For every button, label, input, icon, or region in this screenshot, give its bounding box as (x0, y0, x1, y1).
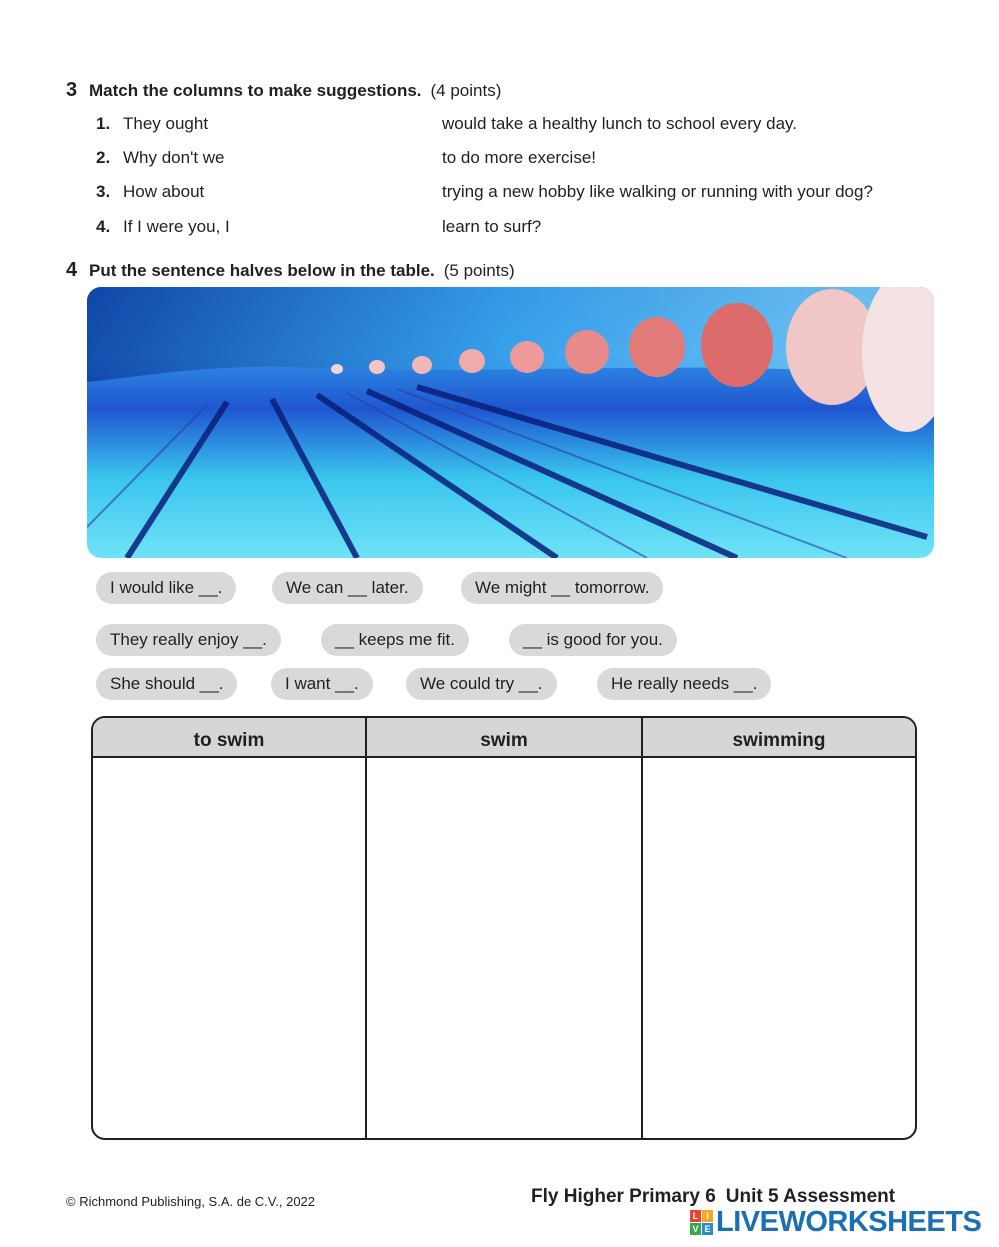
sentence-chip[interactable]: I want __. (271, 668, 373, 700)
sentence-chip[interactable]: She should __. (96, 668, 237, 700)
logo-text: LIVEWORKSHEETS (716, 1205, 982, 1238)
match-right[interactable]: would take a healthy lunch to school every day. (442, 114, 798, 133)
logo-block: V (690, 1223, 701, 1235)
sentence-chip[interactable]: We can __ later. (272, 572, 423, 604)
swimming-pool-photo (87, 287, 934, 558)
exercise-4-points: (5 points) (443, 261, 515, 280)
match-right[interactable]: trying a new hobby like walking or running with your dog? (442, 182, 873, 201)
sorting-table (91, 716, 917, 1140)
match-right[interactable]: learn to surf? (442, 217, 542, 236)
sentence-chip[interactable]: We might __ tomorrow. (461, 572, 663, 604)
drop-zone-swim[interactable] (367, 758, 641, 1138)
match-number: 1. (96, 114, 111, 133)
exercise-3-heading (66, 79, 501, 102)
exercise-4-title: Put the sentence halves below in the table. (89, 261, 435, 280)
exercise-3-title: Match the columns to make suggestions. (89, 81, 422, 100)
drop-zone-swimming[interactable] (643, 758, 915, 1138)
column-header-swim: swim (480, 730, 528, 751)
match-row (96, 148, 976, 172)
sentence-chip[interactable]: __ keeps me fit. (321, 624, 469, 656)
logo-block: E (702, 1223, 713, 1235)
copyright: © Richmond Publishing, S.A. de C.V., 2022 (66, 1194, 316, 1209)
book-title: Fly Higher Primary 6 (531, 1186, 716, 1207)
sentence-chip[interactable]: He really needs __. (597, 668, 771, 700)
column-header-swimming: swimming (732, 730, 826, 751)
exercise-3-points: (4 points) (430, 81, 502, 100)
match-number: 4. (96, 217, 111, 236)
logo-blocks (690, 1210, 713, 1235)
match-row (96, 217, 976, 241)
sentence-chip[interactable]: I would like __. (96, 572, 236, 604)
exercise-4-number: 4 (66, 259, 78, 281)
logo-block: L (690, 1210, 701, 1222)
logo-block: I (702, 1210, 713, 1222)
match-left[interactable]: Why don't we (123, 148, 225, 167)
unit-title: Unit 5 Assessment (725, 1186, 896, 1207)
match-right[interactable]: to do more exercise! (442, 148, 597, 167)
match-row (96, 114, 976, 138)
match-row (96, 182, 976, 206)
match-left[interactable]: If I were you, I (123, 217, 230, 236)
sentence-chip[interactable]: We could try __. (406, 668, 557, 700)
match-left[interactable]: They ought (123, 114, 209, 133)
drop-zone-to-swim[interactable] (93, 758, 365, 1138)
swimming-pool-illustration (87, 287, 934, 558)
match-left[interactable]: How about (123, 182, 205, 201)
liveworksheets-logo (690, 1206, 981, 1238)
exercise-4-heading (66, 259, 515, 282)
match-number: 2. (96, 148, 111, 167)
sentence-chip[interactable]: They really enjoy __. (96, 624, 281, 656)
column-header-to-swim: to swim (193, 730, 265, 751)
exercise-3-number: 3 (66, 79, 78, 101)
match-number: 3. (96, 182, 111, 201)
sentence-chip[interactable]: __ is good for you. (509, 624, 677, 656)
